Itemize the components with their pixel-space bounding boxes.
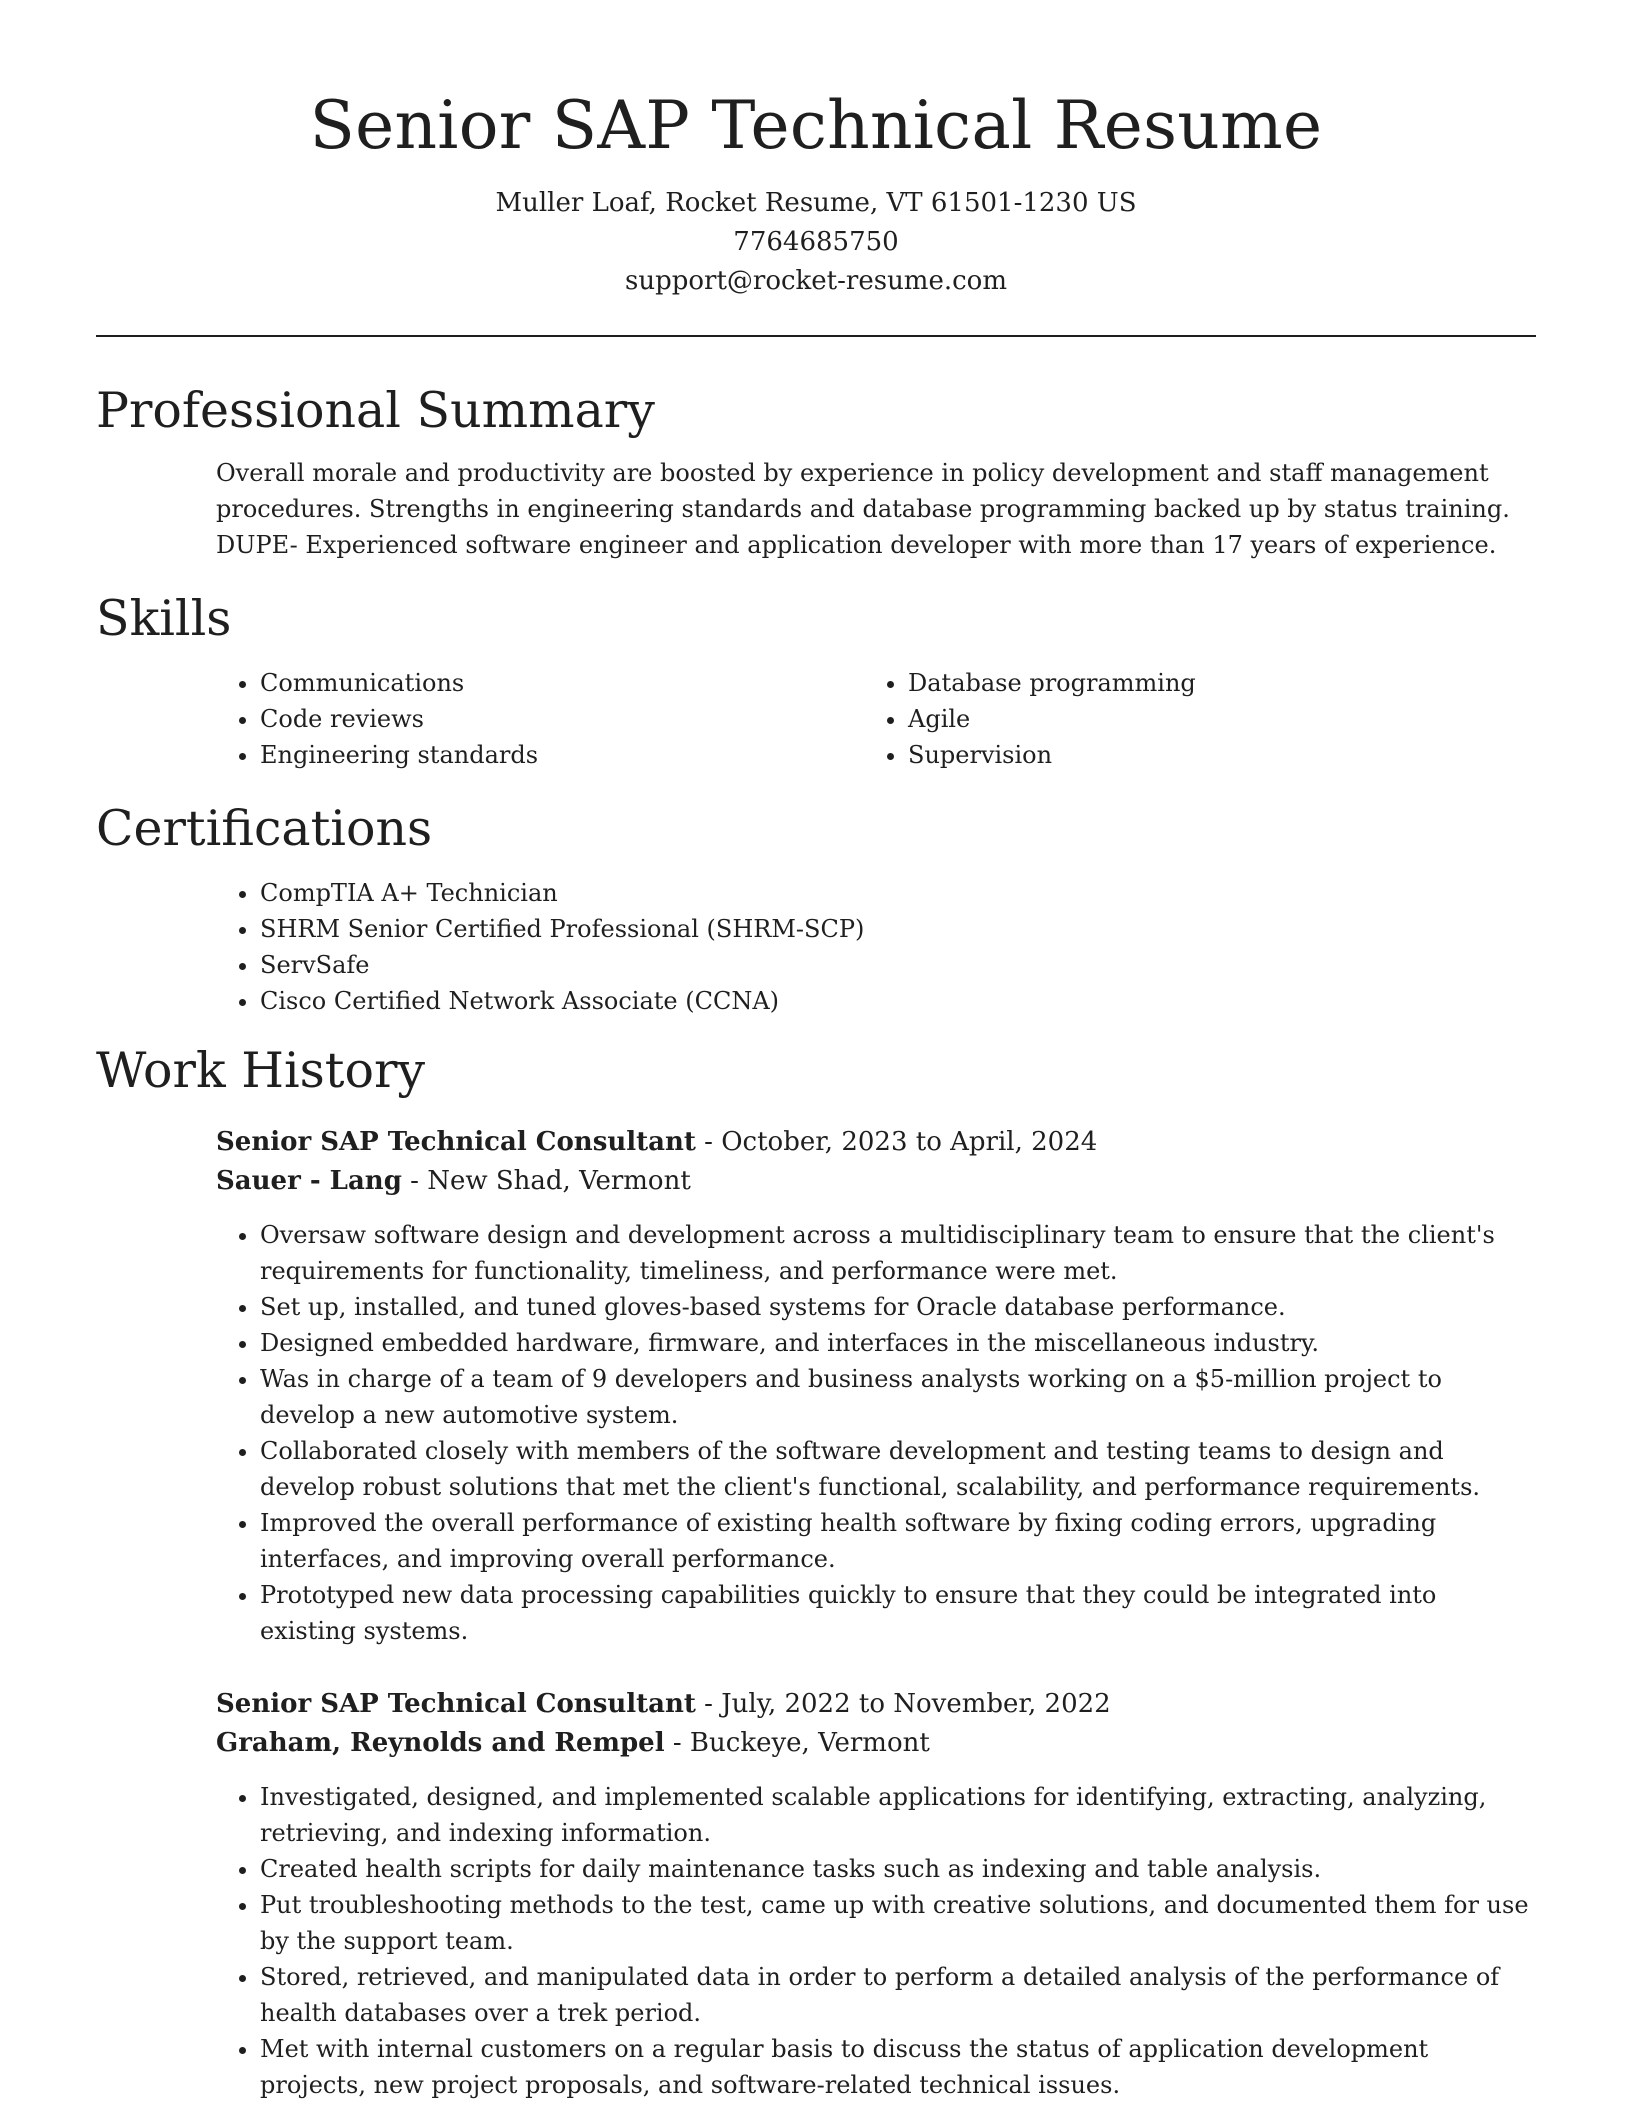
summary-text: [96, 455, 1536, 563]
responsibility-item: • Was in charge of a team of 9 developers and business analysts working on a $5-million project to develop a new automotive system.: [260, 1361, 1536, 1433]
address: Muller Loaf, Rocket Resume, VT 61501-1230 US: [495, 188, 1137, 218]
summary-line: DUPE- Experienced software engineer and application developer with more than 17 years of experience.: [216, 531, 1497, 559]
skills-list: [96, 665, 1536, 773]
job-title-line: [216, 1685, 1536, 1724]
skills-column-2: [744, 665, 1448, 773]
skill-item: • Engineering standards: [260, 737, 744, 773]
work-history-heading: Work History: [96, 1042, 426, 1099]
job-location: - Buckeye, Vermont: [664, 1728, 930, 1758]
skills-heading: Skills: [96, 590, 232, 647]
job-header: [96, 1123, 1536, 1201]
job-dates: - July, 2022 to November, 2022: [695, 1689, 1111, 1719]
responsibility-item: • Set up, installed, and tuned gloves-based systems for Oracle database performance.: [260, 1289, 1536, 1325]
responsibility-item: • Put troubleshooting methods to the test, came up with creative solutions, and documented them for use by the support team.: [260, 1887, 1536, 1959]
summary-heading: Professional Summary: [96, 382, 655, 439]
skill-item: • Agile: [908, 701, 1448, 737]
job-company: Sauer - Lang: [216, 1166, 402, 1196]
job-responsibilities: [96, 1779, 1536, 2103]
certification-item: • ServSafe: [260, 947, 1536, 983]
job-location: - New Shad, Vermont: [401, 1166, 691, 1196]
skill-item: • Database programming: [908, 665, 1448, 701]
skill-item: • Communications: [260, 665, 744, 701]
skills-column-1: [96, 665, 744, 773]
job-title-line: [216, 1123, 1536, 1162]
responsibility-item: • Created health scripts for daily maintenance tasks such as indexing and table analysis.: [260, 1851, 1536, 1887]
job-dates: - October, 2023 to April, 2024: [695, 1127, 1098, 1157]
resume-page: [96, 0, 1536, 2103]
email: support@rocket-resume.com: [624, 266, 1007, 296]
skill-item: • Supervision: [908, 737, 1448, 773]
summary-line: Overall morale and productivity are boosted by experience in policy development and staff management: [216, 459, 1489, 487]
resume-title: Senior SAP Technical Resume: [309, 87, 1323, 164]
responsibility-item: • Prototyped new data processing capabilities quickly to ensure that they could be integrated into existing systems.: [260, 1577, 1536, 1649]
responsibility-item: • Oversaw software design and development across a multidisciplinary team to ensure that the client's requirements for functionality, timeliness, and performance were met.: [260, 1217, 1536, 1289]
responsibility-item: • Improved the overall performance of existing health software by fixing coding errors, upgrading interfaces, and improving overall performance.: [260, 1505, 1536, 1577]
phone: 7764685750: [733, 227, 899, 257]
responsibility-item: • Stored, retrieved, and manipulated data in order to perform a detailed analysis of the performance of health databases over a trek period.: [260, 1959, 1536, 2031]
responsibility-item: • Met with internal customers on a regular basis to discuss the status of application development projects, new project proposals, and software-related technical issues.: [260, 2031, 1536, 2103]
responsibility-item: • Designed embedded hardware, firmware, and interfaces in the miscellaneous industry.: [260, 1325, 1536, 1361]
certifications-list: [96, 875, 1536, 1019]
certification-item: • CompTIA A+ Technician: [260, 875, 1536, 911]
contact-info: [96, 184, 1536, 301]
job-company-line: [216, 1724, 1536, 1763]
responsibility-item: • Collaborated closely with members of the software development and testing teams to design and develop robust solutions that met the client's functional, scalability, and performance requirements.: [260, 1433, 1536, 1505]
job-company: Graham, Reynolds and Rempel: [216, 1728, 665, 1758]
certifications-heading: Certifications: [96, 800, 433, 857]
resume-header: [96, 0, 1536, 301]
skill-item: • Code reviews: [260, 701, 744, 737]
responsibility-item: • Investigated, designed, and implemented scalable applications for identifying, extracting, analyzing, retrieving, and indexing information.: [260, 1779, 1536, 1851]
job-position: Senior SAP Technical Consultant: [216, 1689, 696, 1719]
job-header: [96, 1685, 1536, 1763]
summary-line: procedures. Strengths in engineering standards and database programming backed up by status training.: [216, 495, 1510, 523]
job-responsibilities: [96, 1217, 1536, 1649]
job-position: Senior SAP Technical Consultant: [216, 1127, 696, 1157]
header-divider: [96, 335, 1536, 337]
certification-item: • SHRM Senior Certified Professional (SHRM-SCP): [260, 911, 1536, 947]
certification-item: • Cisco Certified Network Associate (CCNA): [260, 983, 1536, 1019]
job-company-line: [216, 1162, 1536, 1201]
